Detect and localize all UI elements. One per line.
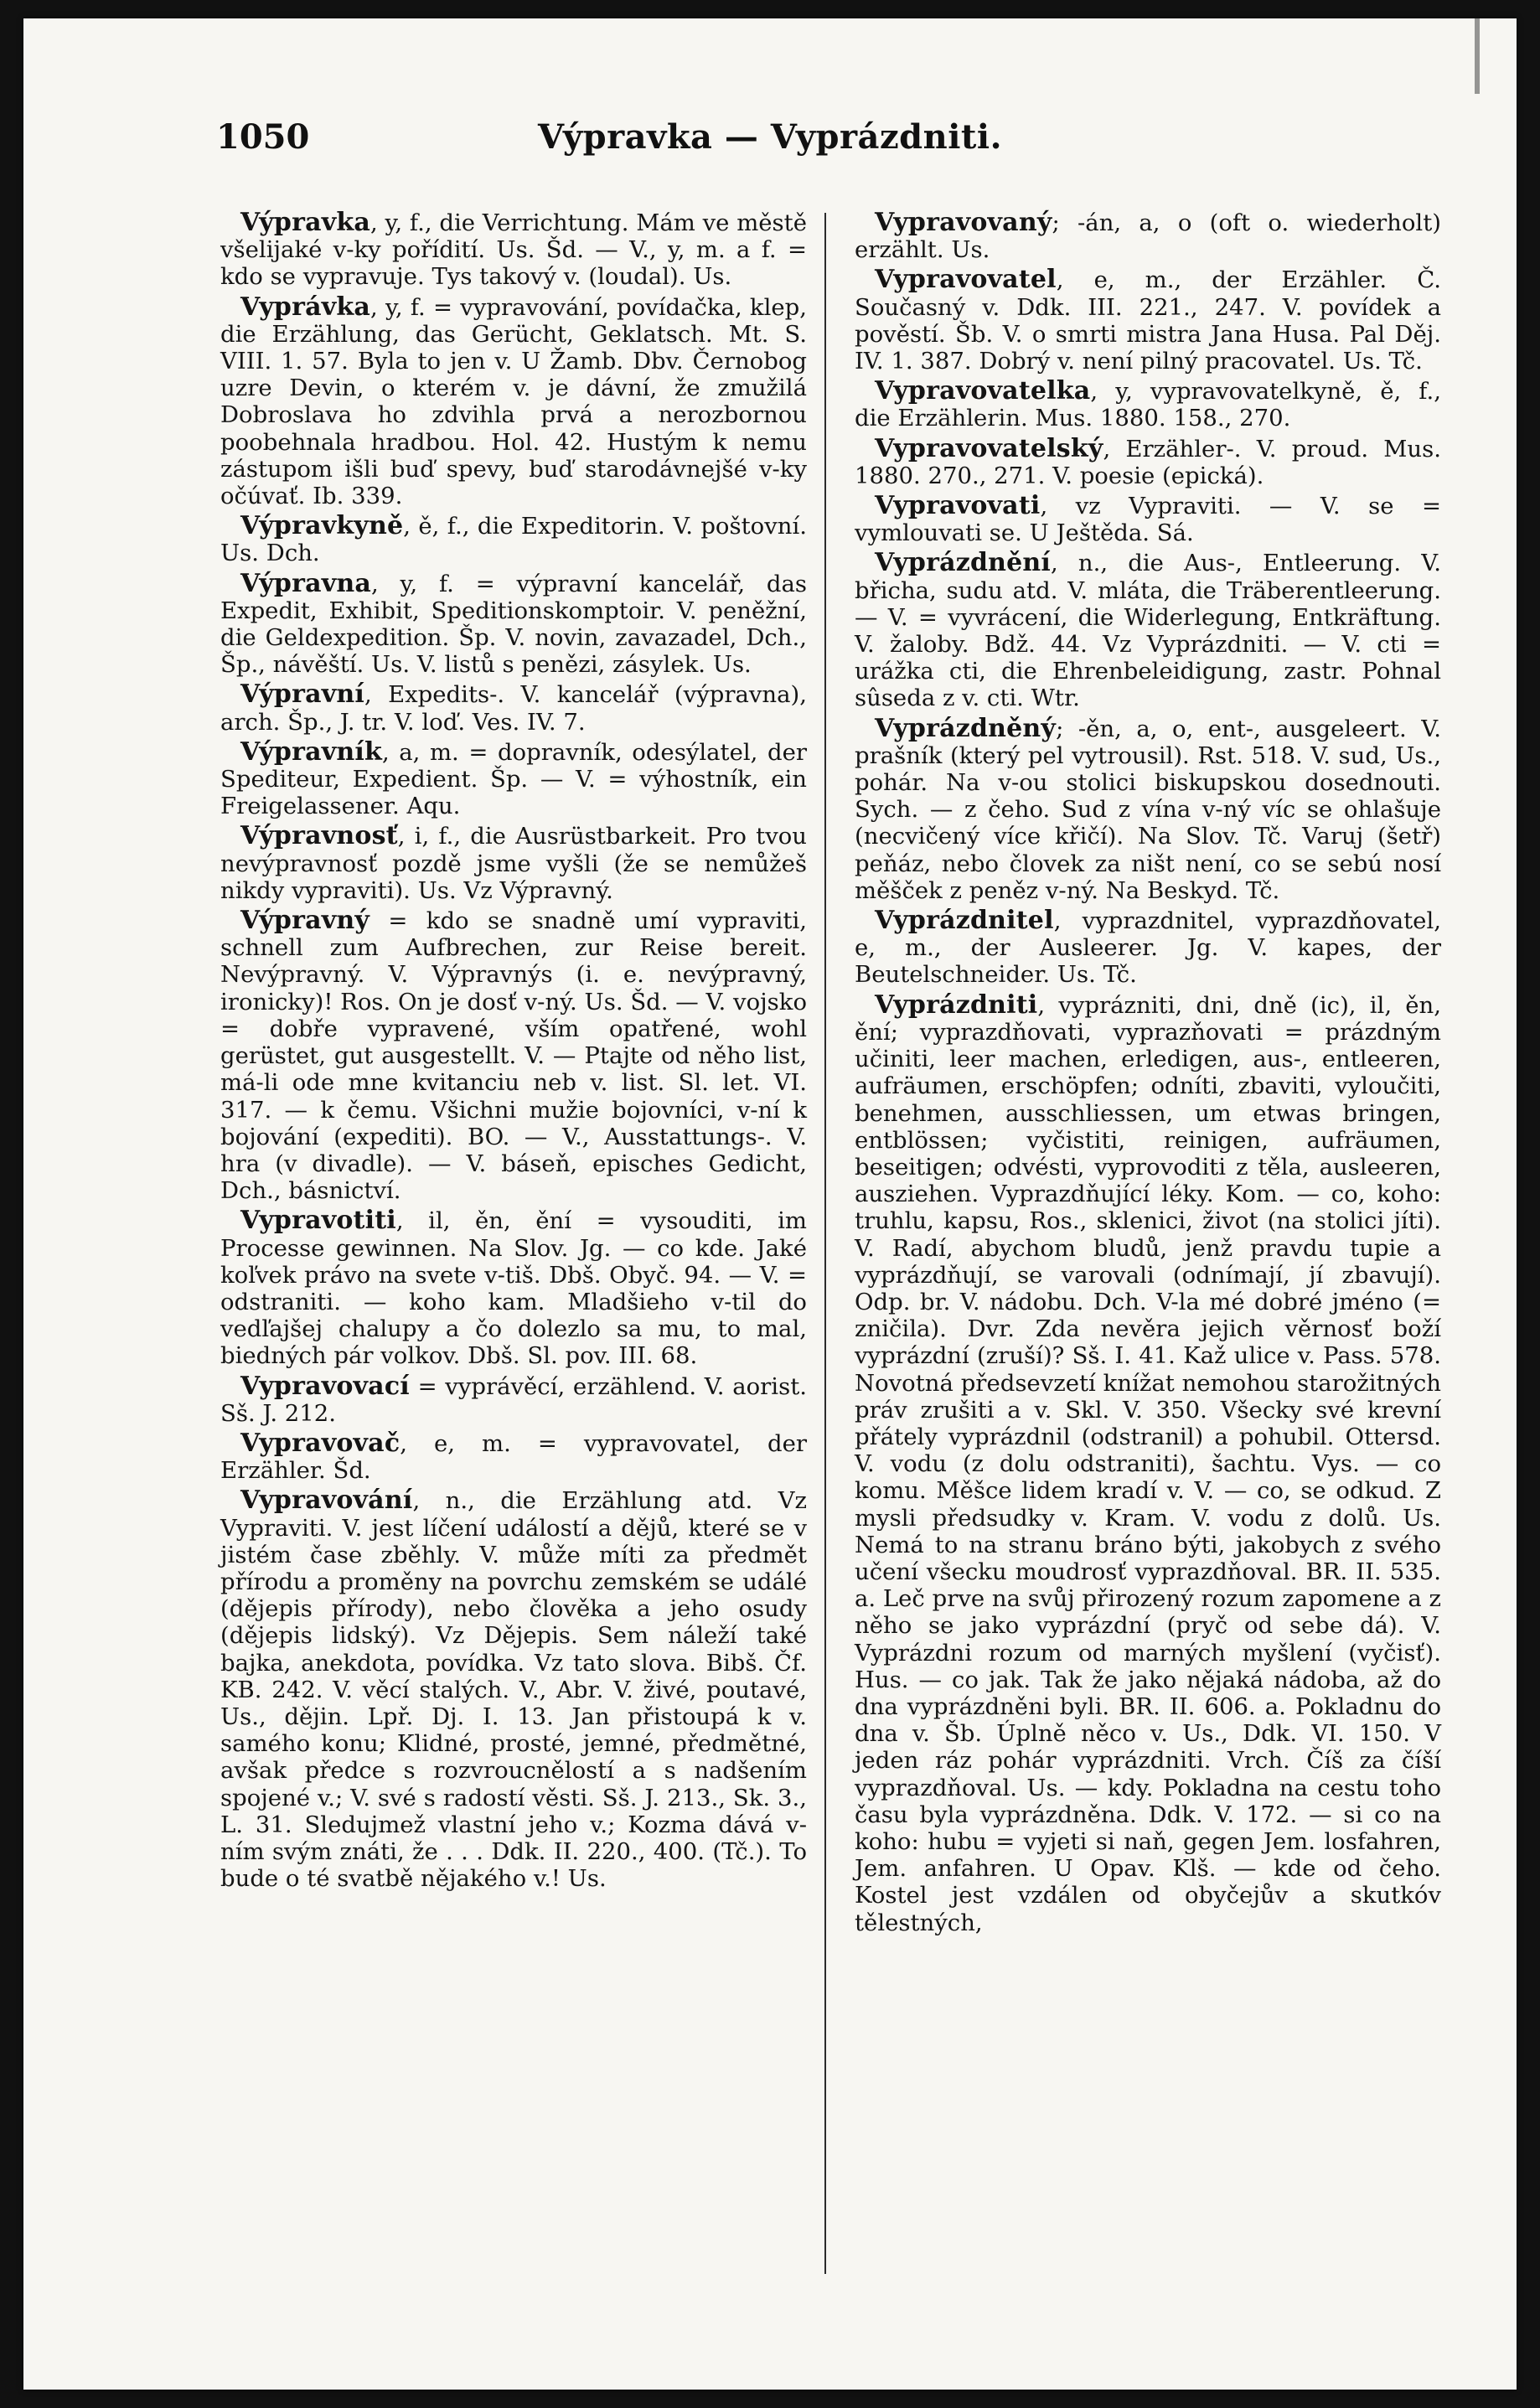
dictionary-entry	[855, 266, 1441, 375]
column-divider	[824, 213, 826, 2274]
entry-text: , a, m. = dopravník, odesýlatel, der Spediteur, Expedient. Šp. — V. = výhostník, ein Freigelassener. Aqu.	[220, 738, 807, 820]
dictionary-entry	[220, 513, 807, 566]
entry-headword: Vyprávka	[240, 292, 370, 322]
dictionary-entry	[855, 713, 1441, 904]
entry-headword: Vypravovatelka	[875, 376, 1091, 406]
entry-headword: Vypravovací	[240, 1371, 410, 1401]
dictionary-page	[23, 18, 1517, 2390]
entry-text: , n., die Aus-, Entleerung. V. břicha, sudu atd. V. mláta, die Träberentleerung. — V. = vyvrácení, die Widerlegung, Entkräftung. V. žaloby. Bdž. 44. Vz Vyprázdniti. — V. cti = urážka cti, die Ehrenbeleidigung, zastr. Pohnal sûseda z v. cti. Wtr.	[855, 550, 1441, 712]
entry-headword: Výpravkyně	[240, 511, 404, 541]
entry-headword: Vypravování	[240, 1486, 413, 1516]
dictionary-entry	[855, 209, 1441, 263]
dictionary-entry	[855, 433, 1441, 489]
dictionary-entry	[855, 992, 1441, 1936]
dictionary-entry	[220, 1373, 807, 1427]
entry-text: , y, f. = vypravování, povídačka, klep, die Erzählung, das Gerücht, Geklatsch. Mt. S. VIII. 1. 57. Byla to jen v. U Žamb. Dbv. Černobog uzre Devin, o kterém v. je dávní, že zmužilá Dobroslava ho zdvihla prvá a nerozbornou poobehnala hradbou. Hol. 42. Hustým k nemu zástupom išli buď spevy, buď starodávnejšé v-ky očúvať. Ib. 339.	[220, 293, 807, 510]
entry-text: , e, m., der Erzähler. Č. Současný v. Ddk. III. 221., 247. V. povídek a pověstí. Šb. V. o smrti mistra Jana Husa. Pal Děj. IV. 1. 387. Dobrý v. není pilný pracovatel. Us. Tč.	[855, 266, 1441, 375]
dictionary-entry	[220, 209, 807, 291]
entry-text: , vz Vypraviti. — V. se = vymlouvati se. U Ještěda. Sá.	[855, 493, 1441, 547]
entry-text: , Expedits-. V. kancelář (výpravna), arch. Šp., J. tr. V. loď. Ves. IV. 7.	[220, 681, 807, 736]
right-column	[855, 209, 1441, 1940]
entry-headword: Výpravna	[240, 568, 371, 598]
entry-headword: Vyprázdněný	[875, 713, 1057, 743]
entry-headword: Vypravovač	[240, 1428, 401, 1458]
entry-headword: Vypravovatel	[875, 265, 1057, 295]
entry-text: , e, m. = vypravovatel, der Erzähler. Šd.	[220, 1429, 807, 1485]
entry-headword: Vypravovatelský	[875, 433, 1103, 463]
entry-headword: Výpravný	[240, 906, 369, 936]
left-column	[220, 209, 807, 1895]
running-head: Výpravka — Vyprázdniti.	[537, 117, 1003, 157]
entry-headword: Vyprázdnitel	[875, 906, 1054, 936]
entry-text: , ě, f., die Expeditorin. V. poštovní. Us. Dch.	[220, 513, 807, 567]
entry-headword: Vypravovati	[875, 491, 1041, 521]
entry-text: , vyprazdnitel, vyprazdňovatel, e, m., der Ausleerer. Jg. V. kapes, der Beutelschneider. Us. Tč.	[855, 907, 1441, 989]
entry-text: ; -ěn, a, o, ent-, ausgeleert. V. prašník (který pel vytrousil). Rst. 518. V. sud, Us., pohár. Na v-ou stolici biskupskou dosednouti. Sych. — z čeho. Sud z vína v-ný víc se ohlašuje (necvičený více křičí). Na Slov. Tč. Varuj (šetř) peňáz, nebo človek za ništ není, co se sebú nosí měšček z peněz v-ný. Na Beskyd. Tč.	[855, 715, 1441, 904]
entry-text: , n., die Erzählung atd. Vz Vypraviti. V. jest líčení událostí a dějů, které se v jistém čase zběhly. V. může míti za předmět přírodu a proměny na povrchu zemském se událé (dějepis přírody), nebo člověka a jeho osudy (dějepis lidský). Vz Dějepis. Sem náleží také bajka, anekdota, povídka. Vz tato slova. Bibš. Čf. KB. 242. V. věcí stalých. V., Abr. V. živé, poutavé, Us., dějin. Lpř. Dj. I. 13. Jan přistoupá k v. samého konu; Klidné, prosté, jemné, předmětné, avšak předce s rozvroucnělostí a s nadšením spojené v.; V. své s radostí věsti. Sš. J. 213., Sk. 3., L. 31. Sledujmež vlastní jeho v.; Kozma dává v-ním svým znáti, že . . . Ddk. II. 220., 400. (Tč.). To bude o té svatbě nějakého v.! Us.	[220, 1487, 807, 1893]
dictionary-entry	[855, 550, 1441, 711]
entry-headword: Vypravovaný	[875, 208, 1052, 237]
scan-artifact	[1475, 18, 1480, 94]
dictionary-entry	[855, 493, 1441, 546]
dictionary-entry	[220, 568, 807, 679]
dictionary-entry	[220, 1430, 807, 1484]
dictionary-entry	[855, 378, 1441, 431]
dictionary-entry	[220, 681, 807, 735]
dictionary-entry	[220, 907, 807, 1204]
entry-text: ; -án, a, o (oft o. wiederholt) erzählt. Us.	[855, 209, 1441, 264]
dictionary-entry	[220, 1487, 807, 1892]
dictionary-entry	[220, 1207, 807, 1369]
entry-text: = vyprávěcí, erzählend. V. aorist. Sš. J. 212.	[220, 1372, 807, 1427]
entry-headword: Vypravotiti	[240, 1206, 396, 1236]
entry-text: , y, vypravovatelkyně, ě, f., die Erzählerin. Mus. 1880. 158., 270.	[855, 378, 1441, 432]
entry-headword: Výpravník	[240, 736, 382, 767]
entry-text: , il, ěn, ění = vysouditi, im Processe gewinnen. Na Slov. Jg. — co kde. Jaké koľvek právo na svete v-tiš. Dbš. Obyč. 94. — V. = odstraniti. — koho kam. Mladšieho v-til do vedľajšej chalupy a čo dolezlo sa mu, to mal, biedných pár volkov. Dbš. Sl. pov. III. 68.	[220, 1207, 807, 1370]
entry-text: , y, f. = výpravní kancelář, das Expedit, Exhibit, Speditionskomptoir. V. peněžní, die Geldexpedition. Šp. V. novin, zavazadel, Dch., Šp., návěští. Us. V. listů s penězi, zásylek. Us.	[220, 570, 807, 679]
entry-text: , i, f., die Ausrüstbarkeit. Pro tvou nevýpravnosť pozdě jsme vyšli (že se nemůžeš nikdy vypraviti). Us. Vz Výpravný.	[220, 823, 807, 904]
entry-headword: Výpravní	[240, 680, 364, 710]
dictionary-entry	[855, 907, 1441, 989]
page-header	[23, 117, 1517, 168]
dictionary-entry	[220, 823, 807, 904]
dictionary-entry	[220, 294, 807, 510]
entry-text: , vyprázniti, dni, dně (ic), il, ěn, ění; vyprazdňovati, vyprazňovati = prázdným učiniti, leer machen, erledigen, aus-, entleeren, aufräumen, erschöpfen; odníti, zbaviti, vyloučiti, benehmen, ausschliessen, um etwas bringen, entblössen; vyčistiti, reinigen, aufräumen, beseitigen; odvésti, vyprovoditi z těla, ausleeren, ausziehen. Vyprazdňující léky. Kom. — co, koho: truhlu, kapsu, Ros., sklenici, život (na stolici jíti). V. Radí, abychom bludů, jenž pravdu tupie a vyprázdňují, se varovali (odnímají, jí zbavují). Odp. br. V. nádobu. Dch. V-la mé dobré jméno (= zničila). Dvr. Zda nevěra jejich věrnosť boží vyprázdní (zruší)? Sš. I. 41. Kaž ulice v. Pass. 578. Novotná předsevzetí knížat nemohou starožitných práv zrušiti a v. Skl. V. 350. Všecky své krevní přátely vyprázdnil (odstranil) a pohubil. Ottersd. V. vodu (z dolu odstraniti), šachtu. Vys. — co komu. Měšce lidem kradí v. V. — co, se odkud. Z mysli předsudky v. Kram. V. vodu z dolů. Us. Nemá to na stranu bráno býti, jakobych z svého učení všecku moudrosť vyprazdňoval. BR. II. 535. a. Leč prve na svůj přirozený rozum zapomene a z něho se jako vyprázdní (pryč od sebe dá). V. Vyprázdni rozum od marných myšlení (vyčisť). Hus. — co jak. Tak že jako nějaká nádoba, až do dna vyprázdněni byli. BR. II. 606. a. Pokladnu do dna v. Šb. Úplně něco v. Us., Ddk. VI. 150. V jeden ráz pohár vyprázdniti. Vrch. Číš za číší vyprazdňoval. Us. — kdy. Pokladna na cestu toho času byla vyprázdněna. Ddk. V. 172. — si co na koho: hubu = vyjeti si naň, gegen Jem. losfahren, Jem. anfahren. U Opav. Klš. — kde od čeho. Kostel jest vzdálen od obyčejův a skutkóv tělestných,	[855, 991, 1441, 1936]
entry-headword: Výpravka	[240, 208, 370, 237]
dictionary-entry	[220, 736, 807, 820]
entry-headword: Vyprázdnění	[875, 548, 1052, 578]
entry-text: = kdo se snadně umí vypraviti, schnell zum Aufbrechen, zur Reise bereit. Nevýpravný. V. Výpravnýs (i. e. nevýpravný, ironicky)! Ros. On je dosť v-ný. Us. Šd. — V. vojsko = dobře vypravené, vším opatřené, wohl gerüstet, gut ausgestellt. V. — Ptajte od něho list, má-li ode mne kvitanciu neb v. list. Sl. let. VI. 317. — k čemu. Všichni mužie bojovníci, v-ní k bojování (expediti). BO. — V., Ausstattungs-. V. hra (v divadle). — V. báseň, episches Gedicht, Dch., básnictví.	[220, 907, 807, 1205]
entry-text: , y, f., die Verrichtung. Mám ve městě všelijaké v-ky pořídití. Us. Šd. — V., y, m. a f. = kdo se vypravuje. Tys takový v. (loudal). Us.	[220, 209, 807, 291]
entry-headword: Vyprázdniti	[875, 990, 1038, 1020]
entry-text: , Erzähler-. V. proud. Mus. 1880. 270., 271. V. poesie (epická).	[855, 435, 1441, 489]
entry-headword: Výpravnosť	[240, 821, 398, 851]
page-number: 1050	[216, 117, 310, 157]
